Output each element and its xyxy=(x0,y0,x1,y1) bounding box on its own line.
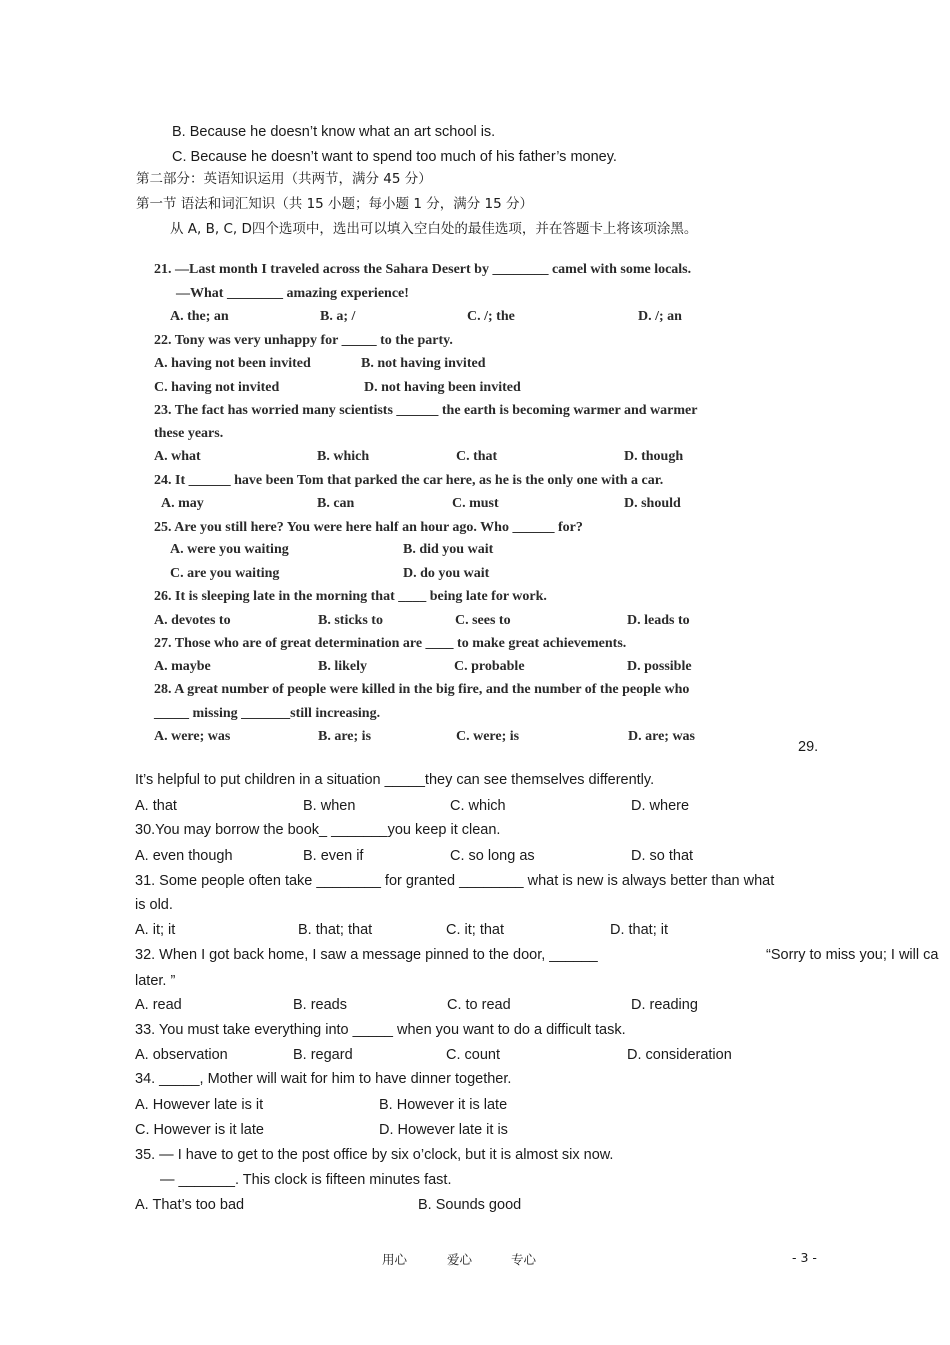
q25-stem: 25. Are you still here? You were here half an hour ago. Who ______ for? xyxy=(154,520,583,535)
q21-option-a: A. the; an xyxy=(170,309,229,324)
q24-option-d: D. should xyxy=(624,496,681,511)
q30-option-c: C. so long as xyxy=(450,848,535,864)
q35-option-b: B. Sounds good xyxy=(418,1197,522,1213)
q32-stem: 32. When I got back home, I saw a message pinned to the door, ______ xyxy=(135,947,598,963)
page-number: - 3 - xyxy=(792,1250,817,1265)
q23-option-d: D. though xyxy=(624,449,684,464)
q21-option-d: D. /; an xyxy=(638,309,682,324)
part-title: 第二部分：英语知识运用（共两节，满分 45 分） xyxy=(136,171,432,187)
q35-stem: 35. — I have to get to the post office by six o’clock, but it is almost six now. xyxy=(135,1147,614,1163)
q25-option-d: D. do you wait xyxy=(403,566,490,581)
q35-stem-reply: — _______. This clock is fifteen minutes fast. xyxy=(160,1172,452,1188)
q24-option-a: A. may xyxy=(161,496,204,511)
q34-option-c: C. However is it late xyxy=(135,1122,264,1138)
q24-stem: 24. It ______ have been Tom that parked the car here, as he is the only one with a car. xyxy=(154,473,664,488)
q27-option-c: C. probable xyxy=(454,659,525,674)
footer-motto-3: 专心 xyxy=(511,1252,537,1267)
q27-option-b: B. likely xyxy=(318,659,368,674)
q31-stem-cont: is old. xyxy=(135,897,173,913)
q35-option-a: A. That’s too bad xyxy=(135,1197,245,1213)
q23-option-b: B. which xyxy=(317,449,370,464)
q31-option-b: B. that; that xyxy=(298,922,373,938)
q29-option-c: C. which xyxy=(450,798,506,814)
q21-stem: 21. —Last month I traveled across the Sahara Desert by ________ camel with some locals. xyxy=(154,262,692,277)
q31-option-a: A. it; it xyxy=(135,922,176,938)
q33-option-a: A. observation xyxy=(135,1047,228,1063)
q21-option-b: B. a; / xyxy=(320,309,356,324)
q26-stem: 26. It is sleeping late in the morning that ____ being late for work. xyxy=(154,589,547,604)
q26-option-c: C. sees to xyxy=(455,613,511,628)
q27-option-d: D. possible xyxy=(627,659,692,674)
q34-option-b: B. However it is late xyxy=(379,1097,508,1113)
q28-option-d: D. are; was xyxy=(628,729,696,744)
q22-option-d: D. not having been invited xyxy=(364,380,521,395)
q32-stem-cont: later. ” xyxy=(135,973,176,989)
q31-option-c: C. it; that xyxy=(446,922,505,938)
q34-stem: 34. _____, Mother will wait for him to have dinner together. xyxy=(135,1071,512,1087)
q33-option-c: C. count xyxy=(446,1047,500,1063)
q30-option-a: A. even though xyxy=(135,848,233,864)
q34-option-d: D. However late it is xyxy=(379,1122,508,1138)
q27-option-a: A. maybe xyxy=(154,659,211,674)
q32-option-d: D. reading xyxy=(631,997,698,1013)
q29-option-b: B. when xyxy=(303,798,356,814)
q23-stem-cont: these years. xyxy=(154,426,224,441)
section-instruction: 从 A, B, C, D四个选项中，选出可以填入空白处的最佳选项，并在答题卡上将该项涂黑。 xyxy=(170,221,698,237)
q29-stem: It’s helpful to put children in a situation _____they can see themselves differently. xyxy=(135,772,655,788)
footer-motto-1: 用心 xyxy=(382,1252,408,1267)
q26-option-a: A. devotes to xyxy=(154,613,231,628)
prev-option-b: B. Because he doesn’t know what an art school is. xyxy=(172,124,496,140)
q33-stem: 33. You must take everything into _____ when you want to do a difficult task. xyxy=(135,1022,626,1038)
q25-option-b: B. did you wait xyxy=(403,542,494,557)
q33-option-d: D. consideration xyxy=(627,1047,732,1063)
q22-stem: 22. Tony was very unhappy for _____ to the party. xyxy=(154,333,453,348)
q28-stem-cont: _____ missing _______still increasing. xyxy=(154,706,381,721)
q30-option-b: B. even if xyxy=(303,848,364,864)
q24-option-c: C. must xyxy=(452,496,499,511)
q27-stem: 27. Those who are of great determination are ____ to make great achievements. xyxy=(154,636,627,651)
q29-number: 29. xyxy=(798,739,819,755)
q24-option-b: B. can xyxy=(317,496,355,511)
q26-option-b: B. sticks to xyxy=(318,613,383,628)
q29-option-a: A. that xyxy=(135,798,177,814)
q28-option-b: B. are; is xyxy=(318,729,372,744)
q21-stem-reply: —What ________ amazing experience! xyxy=(176,286,409,301)
q22-option-a: A. having not been invited xyxy=(154,356,311,371)
q26-option-d: D. leads to xyxy=(627,613,690,628)
q28-option-a: A. were; was xyxy=(154,729,231,744)
footer-motto-2: 爱心 xyxy=(447,1252,473,1267)
prev-option-c: C. Because he doesn’t want to spend too much of his father’s money. xyxy=(172,149,617,165)
q28-option-c: C. were; is xyxy=(456,729,520,744)
q25-option-a: A. were you waiting xyxy=(170,542,289,557)
q32-stem-quote: “Sorry to miss you; I will ca xyxy=(766,947,939,963)
q32-option-c: C. to read xyxy=(447,997,511,1013)
section-subtitle: 第一节 语法和词汇知识（共 15 小题；每小题 1 分，满分 15 分） xyxy=(136,196,533,212)
q23-option-a: A. what xyxy=(154,449,201,464)
q22-option-b: B. not having invited xyxy=(361,356,486,371)
q33-option-b: B. regard xyxy=(293,1047,353,1063)
q31-option-d: D. that; it xyxy=(610,922,669,938)
q32-option-b: B. reads xyxy=(293,997,347,1013)
q34-option-a: A. However late is it xyxy=(135,1097,264,1113)
q29-option-d: D. where xyxy=(631,798,690,814)
q25-option-c: C. are you waiting xyxy=(170,566,280,581)
q21-option-c: C. /; the xyxy=(467,309,515,324)
q22-option-c: C. having not invited xyxy=(154,380,280,395)
q32-option-a: A. read xyxy=(135,997,182,1013)
q23-stem: 23. The fact has worried many scientists ______ the earth is becoming warmer and warmer xyxy=(154,403,698,418)
q23-option-c: C. that xyxy=(456,449,498,464)
q28-stem: 28. A great number of people were killed in the big fire, and the number of the people who xyxy=(154,682,690,697)
q30-option-d: D. so that xyxy=(631,848,694,864)
q31-stem: 31. Some people often take ________ for granted ________ what is new is always better than what xyxy=(135,873,775,889)
q30-stem: 30.You may borrow the book_ _______you keep it clean. xyxy=(135,822,501,838)
